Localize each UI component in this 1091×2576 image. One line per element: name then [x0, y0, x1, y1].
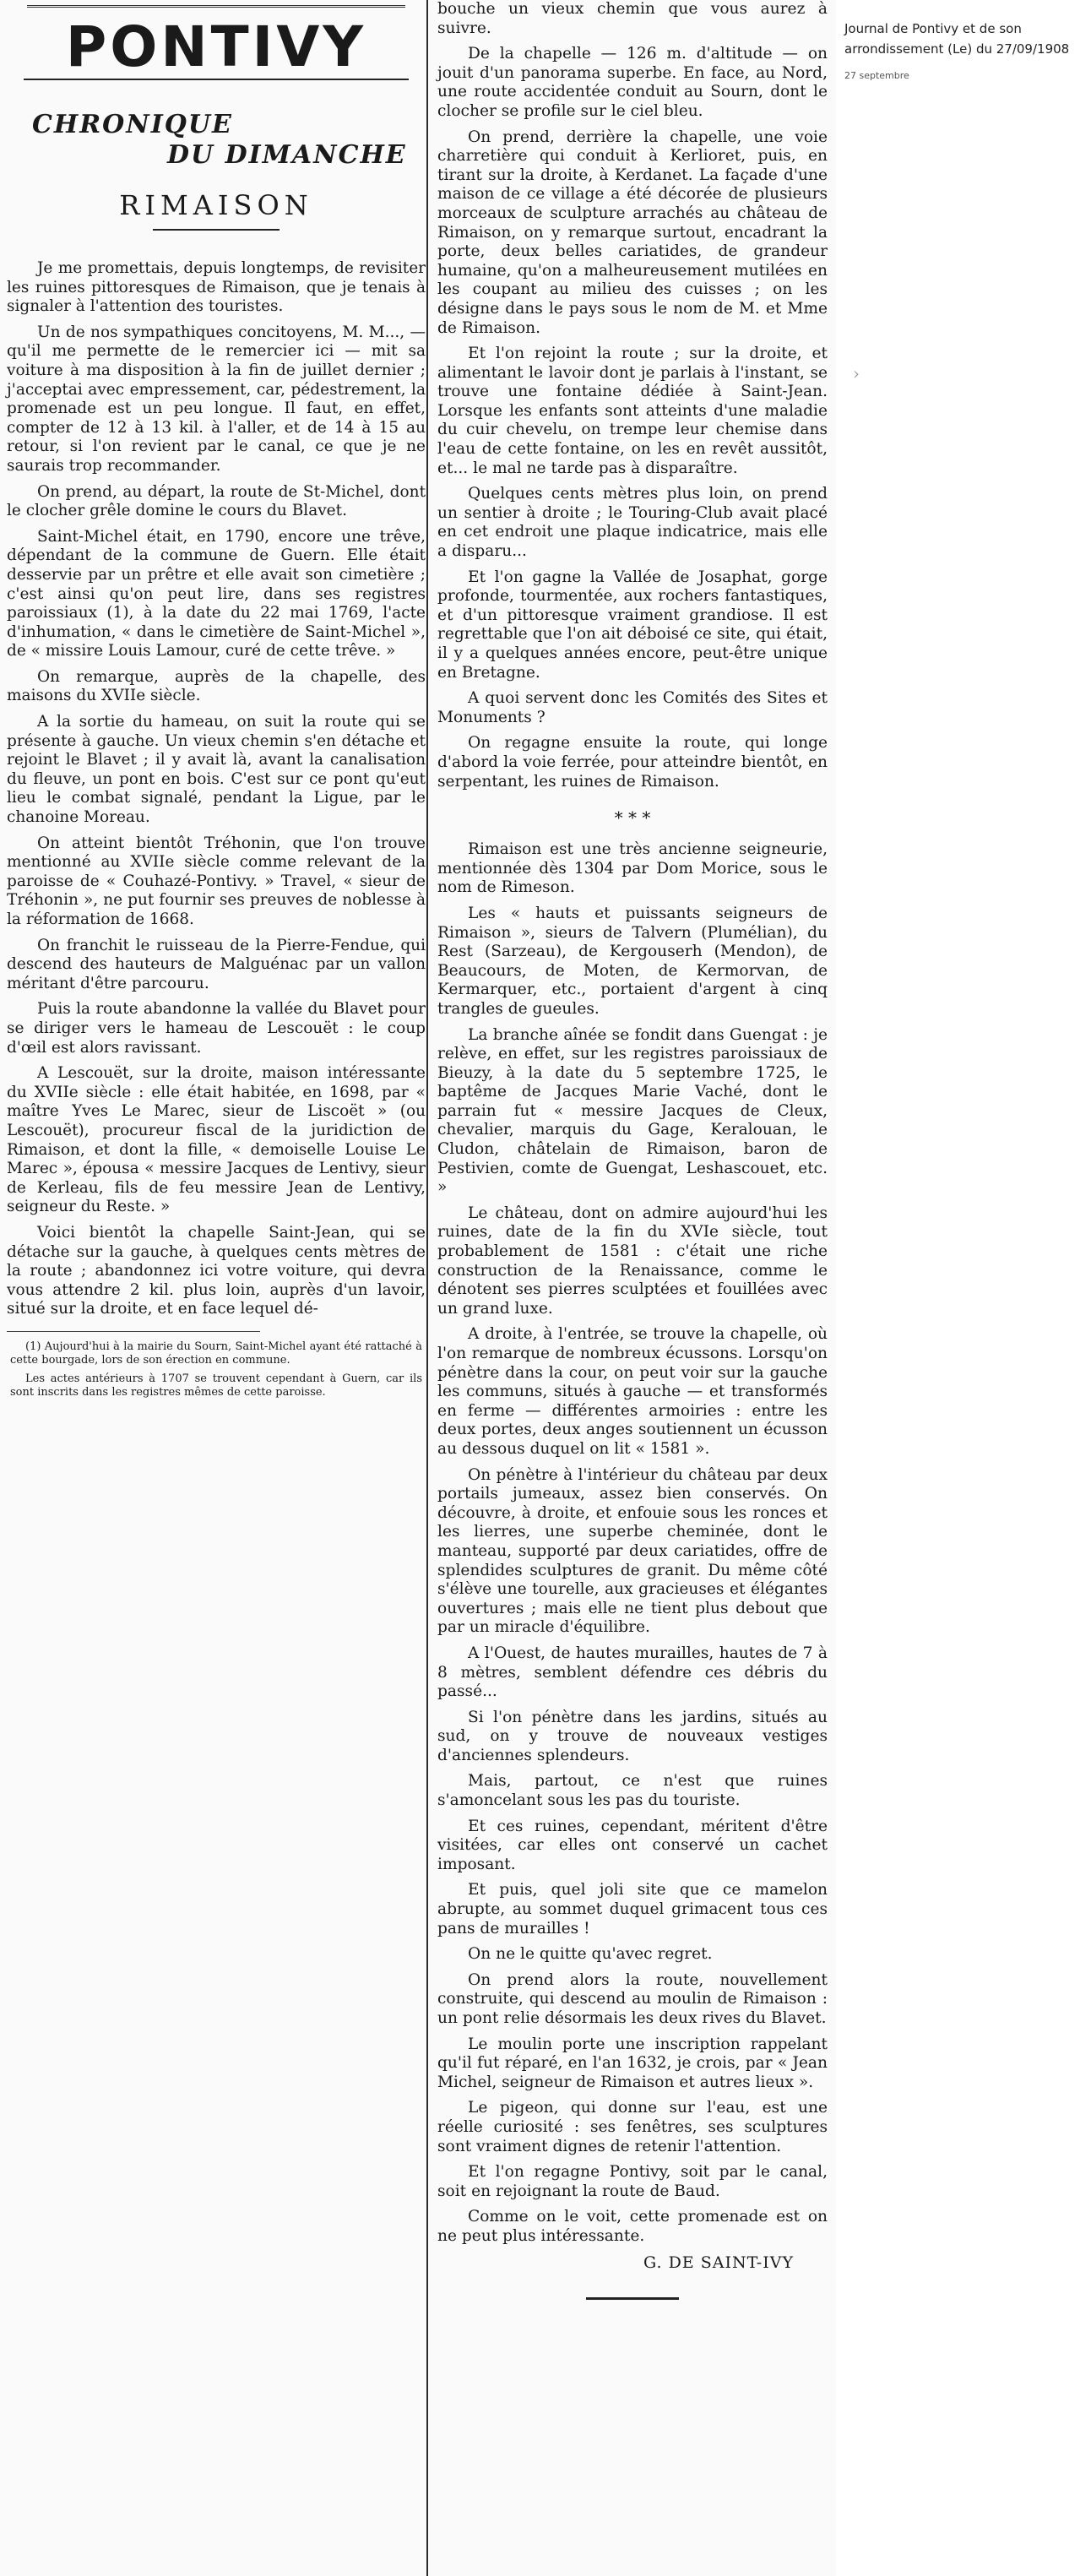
- paragraph: Un de nos sympathiques concitoyens, M. M..., — qu'il me permette de le remercier ici — mit sa voiture à ma disposition à la fin de juillet dernier ; j'acceptai avec empressement, car, pédestrement, la promenade est un peu longue. Il faut, en effet, compter de 12 à 13 kil. à l'aller, et de 14 à 15 au retour, si l'on revient par le canal, ce que je ne saurais trop recommander.: [7, 323, 426, 475]
- paragraph: On prend, au départ, la route de St-Michel, dont le clocher grêle domine le cours du Blavet.: [7, 482, 426, 520]
- document-info: [844, 19, 1085, 83]
- paragraph: On remarque, auprès de la chapelle, des maisons du XVIIe siècle.: [7, 667, 426, 705]
- paragraph: On prend alors la route, nouvellement construite, qui descend au moulin de Rimaison : un pont relie désormais les deux rives du Blavet.: [437, 1970, 828, 2027]
- paragraph: Puis la route abandonne la vallée du Blavet pour se diriger vers le hameau de Lescouët : le coup d'œil est alors ravissant.: [7, 1000, 426, 1057]
- paragraph: Le pigeon, qui donne sur l'eau, est une réelle curiosité : ses fenêtres, ses sculptures sont vraiment dignes de retenir l'attention.: [437, 2099, 828, 2155]
- paragraph: Le moulin porte une inscription rappelant qu'il fut réparé, en l'an 1632, je crois, par « Jean Michel, seigneur de Rimaison et autres lieux ».: [437, 2035, 828, 2091]
- document-date: 27 septembre: [844, 70, 909, 81]
- paragraph: Et l'on rejoint la route ; sur la droite, et alimentant le lavoir dont je parlais à l'instant, se trouve une fontaine dédiée à Saint-Jean. Lorsque les enfants sont atteints d'une maladie du cuir chevelu, on trempe leur chemise dans l'eau de cette fontaine, on les en revêt aussitôt, et... le mal ne tarde pas à disparaître.: [437, 345, 828, 477]
- end-rule: [586, 2297, 679, 2300]
- paragraph: A quoi servent donc les Comités des Sites et Monuments ?: [437, 689, 828, 726]
- paragraph: Voici bientôt la chapelle Saint-Jean, qui se détache sur la gauche, à quelques cents mètres de la route ; abandonnez ici votre voiture, qui devra vous attendre 2 kil. plus loin, auprès d'un lavoir, situé sur la droite, et en face lequel dé-: [7, 1223, 426, 1318]
- heading-chronique: CHRONIQUE: [32, 110, 233, 139]
- document-title: Journal de Pontivy et de son arrondissement (Le) du 27/09/1908: [844, 21, 1070, 57]
- paragraph: De la chapelle — 126 m. d'altitude — on jouit d'un panorama superbe. En face, au Nord, une route accidentée conduit au Sourn, dont le clocher se profile sur le ciel bleu.: [437, 45, 828, 120]
- title-rule: [153, 229, 280, 231]
- paragraph: Et puis, quel joli site que ce mamelon abrupte, au sommet duquel grimacent tous ces pans de murailles !: [437, 1881, 828, 1937]
- paragraph: Saint-Michel était, en 1790, encore une trêve, dépendant de la commune de Guern. Elle était desservie par un prêtre et elle avait son cimetière ; c'est ainsi qu'on peut lire, dans ses registres paroissiaux (1), à la date du 22 mai 1769, l'acte d'inhumation, « dans le cimetière de Saint-Michel », de « missire Louis Lamour, curé de cette trêve. »: [7, 527, 426, 660]
- footnote: Les actes antérieurs à 1707 se trouvent cependant à Guern, car ils sont inscrits dans les registres mêmes de cette paroisse.: [10, 1372, 422, 1399]
- column-divider: [426, 0, 428, 2576]
- paragraph: Rimaison est une très ancienne seigneurie, mentionnée dès 1304 par Dom Morice, sous le nom de Rimeson.: [437, 840, 828, 897]
- paragraph: Les « hauts et puissants seigneurs de Rimaison », sieurs de Talvern (Plumélian), du Rest (Sarzeau), de Kergouserh (Mendon), de Beaucours, de Moten, de Kermorvan, de Kermarquer, etc., portaient d'argent à cinq trangles de gueules.: [437, 904, 828, 1018]
- paragraph: Comme on le voit, cette promenade est on ne peut plus intéressante.: [437, 2208, 828, 2245]
- right-column: [437, 0, 828, 2576]
- paragraph: On regagne ensuite la route, qui longe d'abord la voie ferrée, pour atteindre bientôt, en serpentant, les ruines de Rimaison.: [437, 734, 828, 791]
- paragraph: Mais, partout, ce n'est que ruines s'amoncelant sous les pas du touriste.: [437, 1772, 828, 1810]
- footnote-separator: [7, 1331, 260, 1332]
- paragraph: Si l'on pénètre dans les jardins, situés au sud, on y trouve de nouveaux vestiges d'anciennes splendeurs.: [437, 1708, 828, 1764]
- paragraph: Et l'on gagne la Vallée de Josaphat, gorge profonde, tourmentée, aux rochers fantastiques, et d'un pittoresque vraiment grandiose. Il est regrettable que l'on ait déboisé ce site, qui était, il y a quelques années encore, peut-être unique en Bretagne.: [437, 568, 828, 682]
- paragraph: On atteint bientôt Tréhonin, que l'on trouve mentionné au XVIIe siècle comme relevant de la paroisse de « Couhazé-Pontivy. » Travel, « sieur de Tréhonin », ne put fournir ses preuves de noblesse à la réformation de 1668.: [7, 834, 426, 928]
- paragraph: On prend, derrière la chapelle, une voie charretière qui conduit à Kerlioret, puis, en tirant sur la droite, à Kerdanet. La façade d'une maison de ce village a été décorée de plusieurs morceaux de sculpture arrachés au château de Rimaison, on y remarque surtout, encadrant la porte, deux belles cariatides, de grandeur humaine, qu'on a malheureusement mutilées en les coupant au milieu des cuisses ; on les désigne dans le pays sous le nom de M. et Mme de Rimaison.: [437, 128, 828, 337]
- masthead: PONTIVY: [24, 18, 409, 80]
- article-title: RIMAISON: [119, 189, 313, 221]
- paragraph: On ne le quitte qu'avec regret.: [468, 1945, 713, 1964]
- paragraph: On franchit le ruisseau de la Pierre-Fendue, qui descend des hauteurs de Malguénac par un vallon méritant d'être parcouru.: [7, 936, 426, 992]
- paragraph: A Lescouët, sur la droite, maison intéressante du XVIIe siècle : elle était habitée, en 1698, par « maître Yves Le Marec, sieur de Liscoët » (ou Lescouët), procureur fiscal de la juridiction de Rimaison, et dont la fille, « demoiselle Louise Le Marec », épousa « messire Jacques de Lentivy, sieur de Kerleau, fils de feu messire Jean de Lentivy, seigneur du Reste. »: [7, 1064, 426, 1216]
- paragraph: Le château, dont on admire aujourd'hui les ruines, date de la fin du XVIe siècle, tout probablement de 1581 : c'était une riche construction de la Renaissance, comme le dénotent ses pierres sculptées et fouillées avec un grand luxe.: [437, 1204, 828, 1318]
- paragraph: A l'Ouest, de hautes murailles, hautes de 7 à 8 mètres, semblent défendre ces débris du passé...: [437, 1644, 828, 1701]
- paragraph: Je me promettais, depuis longtemps, de revisiter les ruines pittoresques de Rimaison, que je tenais à signaler à l'attention des touristes.: [7, 259, 426, 316]
- paragraph: bouche un vieux chemin que vous aurez à suivre.: [437, 0, 828, 37]
- paragraph: Quelques cents mètres plus loin, on prend un sentier à droite ; le Touring-Club avait placé en cet endroit une plaque indicatrice, mais elle a disparu...: [437, 485, 828, 561]
- left-column: [7, 0, 426, 2576]
- chevron-right-icon[interactable]: ›: [853, 363, 860, 383]
- paragraph: La branche aînée se fondit dans Guengat : je relève, en effet, sur les registres paroissiaux de Bieuzy, à la date du 5 septembre 1725, le baptême de Jacques Marie Vaché, dont le parrain fut « messire Jacques de Cleux, chevalier, marquis du Gage, Keralouan, le Cludon, châtelain de Rimaison, baron de Pestivien, comte de Guengat, Leshascouet, etc. »: [437, 1025, 828, 1197]
- top-rule: [27, 5, 405, 13]
- section-stars: * * *: [614, 807, 651, 829]
- paragraph: On pénètre à l'intérieur du château par deux portails jumeaux, assez bien conservés. On découvre, à droite, et enfouie sous les ronces et les lierres, une superbe cheminée, dont le manteau, supporté par deux cariatides, offre de splendides sculptures de granit. Du même côté s'élève une tourelle, aux gracieuses et élégantes ouvertures ; mais elle ne tient plus debout que par un miracle d'équilibre.: [437, 1465, 828, 1637]
- footnote: (1) Aujourd'hui à la mairie du Sourn, Saint-Michel ayant été rattaché à cette bourgade, lors de son érection en commune.: [10, 1340, 422, 1367]
- paragraph: A la sortie du hameau, on suit la route qui se présente à gauche. Un vieux chemin s'en détache et rejoint le Blavet ; il y avait là, avant la canalisation du fleuve, un pont en bois. C'est sur ce pont qu'eut lieu le combat signalé, pendant la Ligue, par le chanoine Moreau.: [7, 713, 426, 827]
- paragraph: A droite, à l'entrée, se trouve la chapelle, où l'on remarque de nombreux écussons. Lorsqu'on pénètre dans la cour, on peut voir sur la gauche les communs, situés à gauche — et transformés en ferme — différentes armoiries : entre les deux portes, deux anges soutiennent un écusson au dessous duquel on lit « 1581 ».: [437, 1325, 828, 1458]
- paragraph: Et l'on regagne Pontivy, soit par le canal, soit en rejoignant la route de Baud.: [437, 2163, 828, 2200]
- heading-du-dimanche: DU DIMANCHE: [167, 140, 407, 170]
- paragraph: Et ces ruines, cependant, méritent d'être visitées, car elles ont conservé un cachet imposant.: [437, 1817, 828, 1873]
- author-signature: G. DE SAINT-IVY: [643, 2253, 794, 2272]
